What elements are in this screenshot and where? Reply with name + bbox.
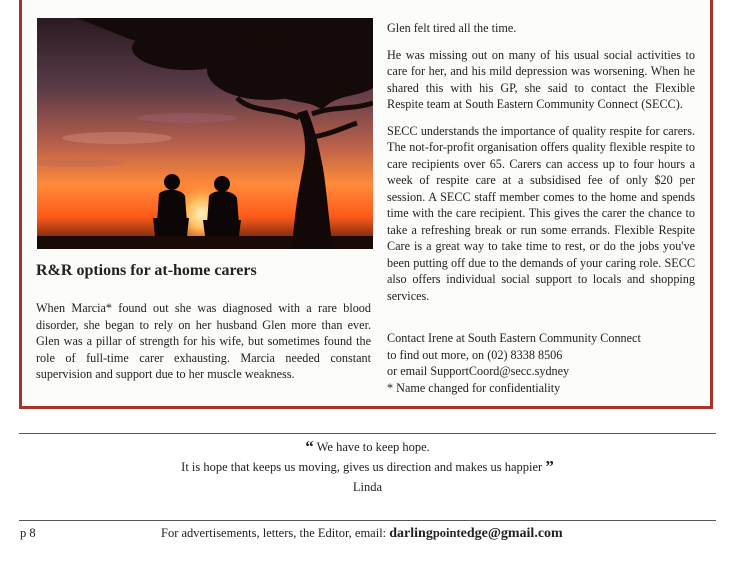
contact-block	[387, 330, 695, 396]
quote-author: Linda	[352, 480, 383, 494]
article-right-column	[387, 20, 695, 396]
footer-contact: For advertisements, letters, the Editor, email: darlingpointedge@gmail.com	[161, 526, 563, 541]
article-box	[19, 0, 713, 409]
close-quote-icon: ”	[545, 457, 554, 476]
paragraph: Glen felt tired all the time.	[387, 21, 517, 35]
silhouette-couple-under-tree-image	[37, 18, 373, 249]
paragraph: SECC understands the importance of quality respite for carers. The not-for-profit organisation offers quality flexible respite to care recipients over 65. Carers can access up to four hours a week of respite care at a subsidised fee of only $20 per session. A SECC staff member comes to the home and spends time with the care recipient. This gives the carer the chance to take a refreshing break or run some errands. Flexible Respite Care is a great way to take time to rest, or do the jobs you've been putting off due to the demands of your caring role. SECC also offers individual social support to locals and shopping services.	[387, 123, 695, 303]
paragraph: He was missing out on many of his usual social activities to care for her, and his mild depression was worsening. When he shared this with his GP, she said to contact the Flexible Respite team at South Eastern Community Connect (SECC).	[387, 47, 695, 111]
page-number: p 8	[20, 526, 36, 540]
article-heading: R&R options for at-home carers	[36, 262, 257, 279]
quote-line-1: “ We have to keep hope.	[305, 437, 430, 456]
divider-top	[19, 433, 716, 434]
contact-email-line: or email SupportCoord@secc.sydney	[387, 364, 570, 378]
editor-email-link[interactable]: darlingpointedge@gmail.com	[389, 526, 563, 541]
contact-line: to find out more, on (02) 8338 8506	[387, 347, 563, 362]
quote-line-2: It is hope that keeps us moving, gives us direction and makes us happier ”	[181, 457, 554, 476]
confidentiality-note: * Name changed for confidentiality	[387, 380, 561, 395]
sunset-photo	[37, 18, 373, 249]
article-left-body: When Marcia* found out she was diagnosed with a rare blood disorder, she began to rely on her husband Glen more than ever. Glen was a pillar of strength for his wife, but sometimes found the role of full-time carer exhausting. Marcia needed constant supervision and support due to her muscle weakness.	[36, 301, 371, 382]
contact-line: Contact Irene at South Eastern Community Connect	[387, 331, 641, 345]
open-quote-icon: “	[305, 437, 314, 456]
divider-bottom	[19, 520, 716, 521]
pull-quote	[19, 437, 716, 497]
